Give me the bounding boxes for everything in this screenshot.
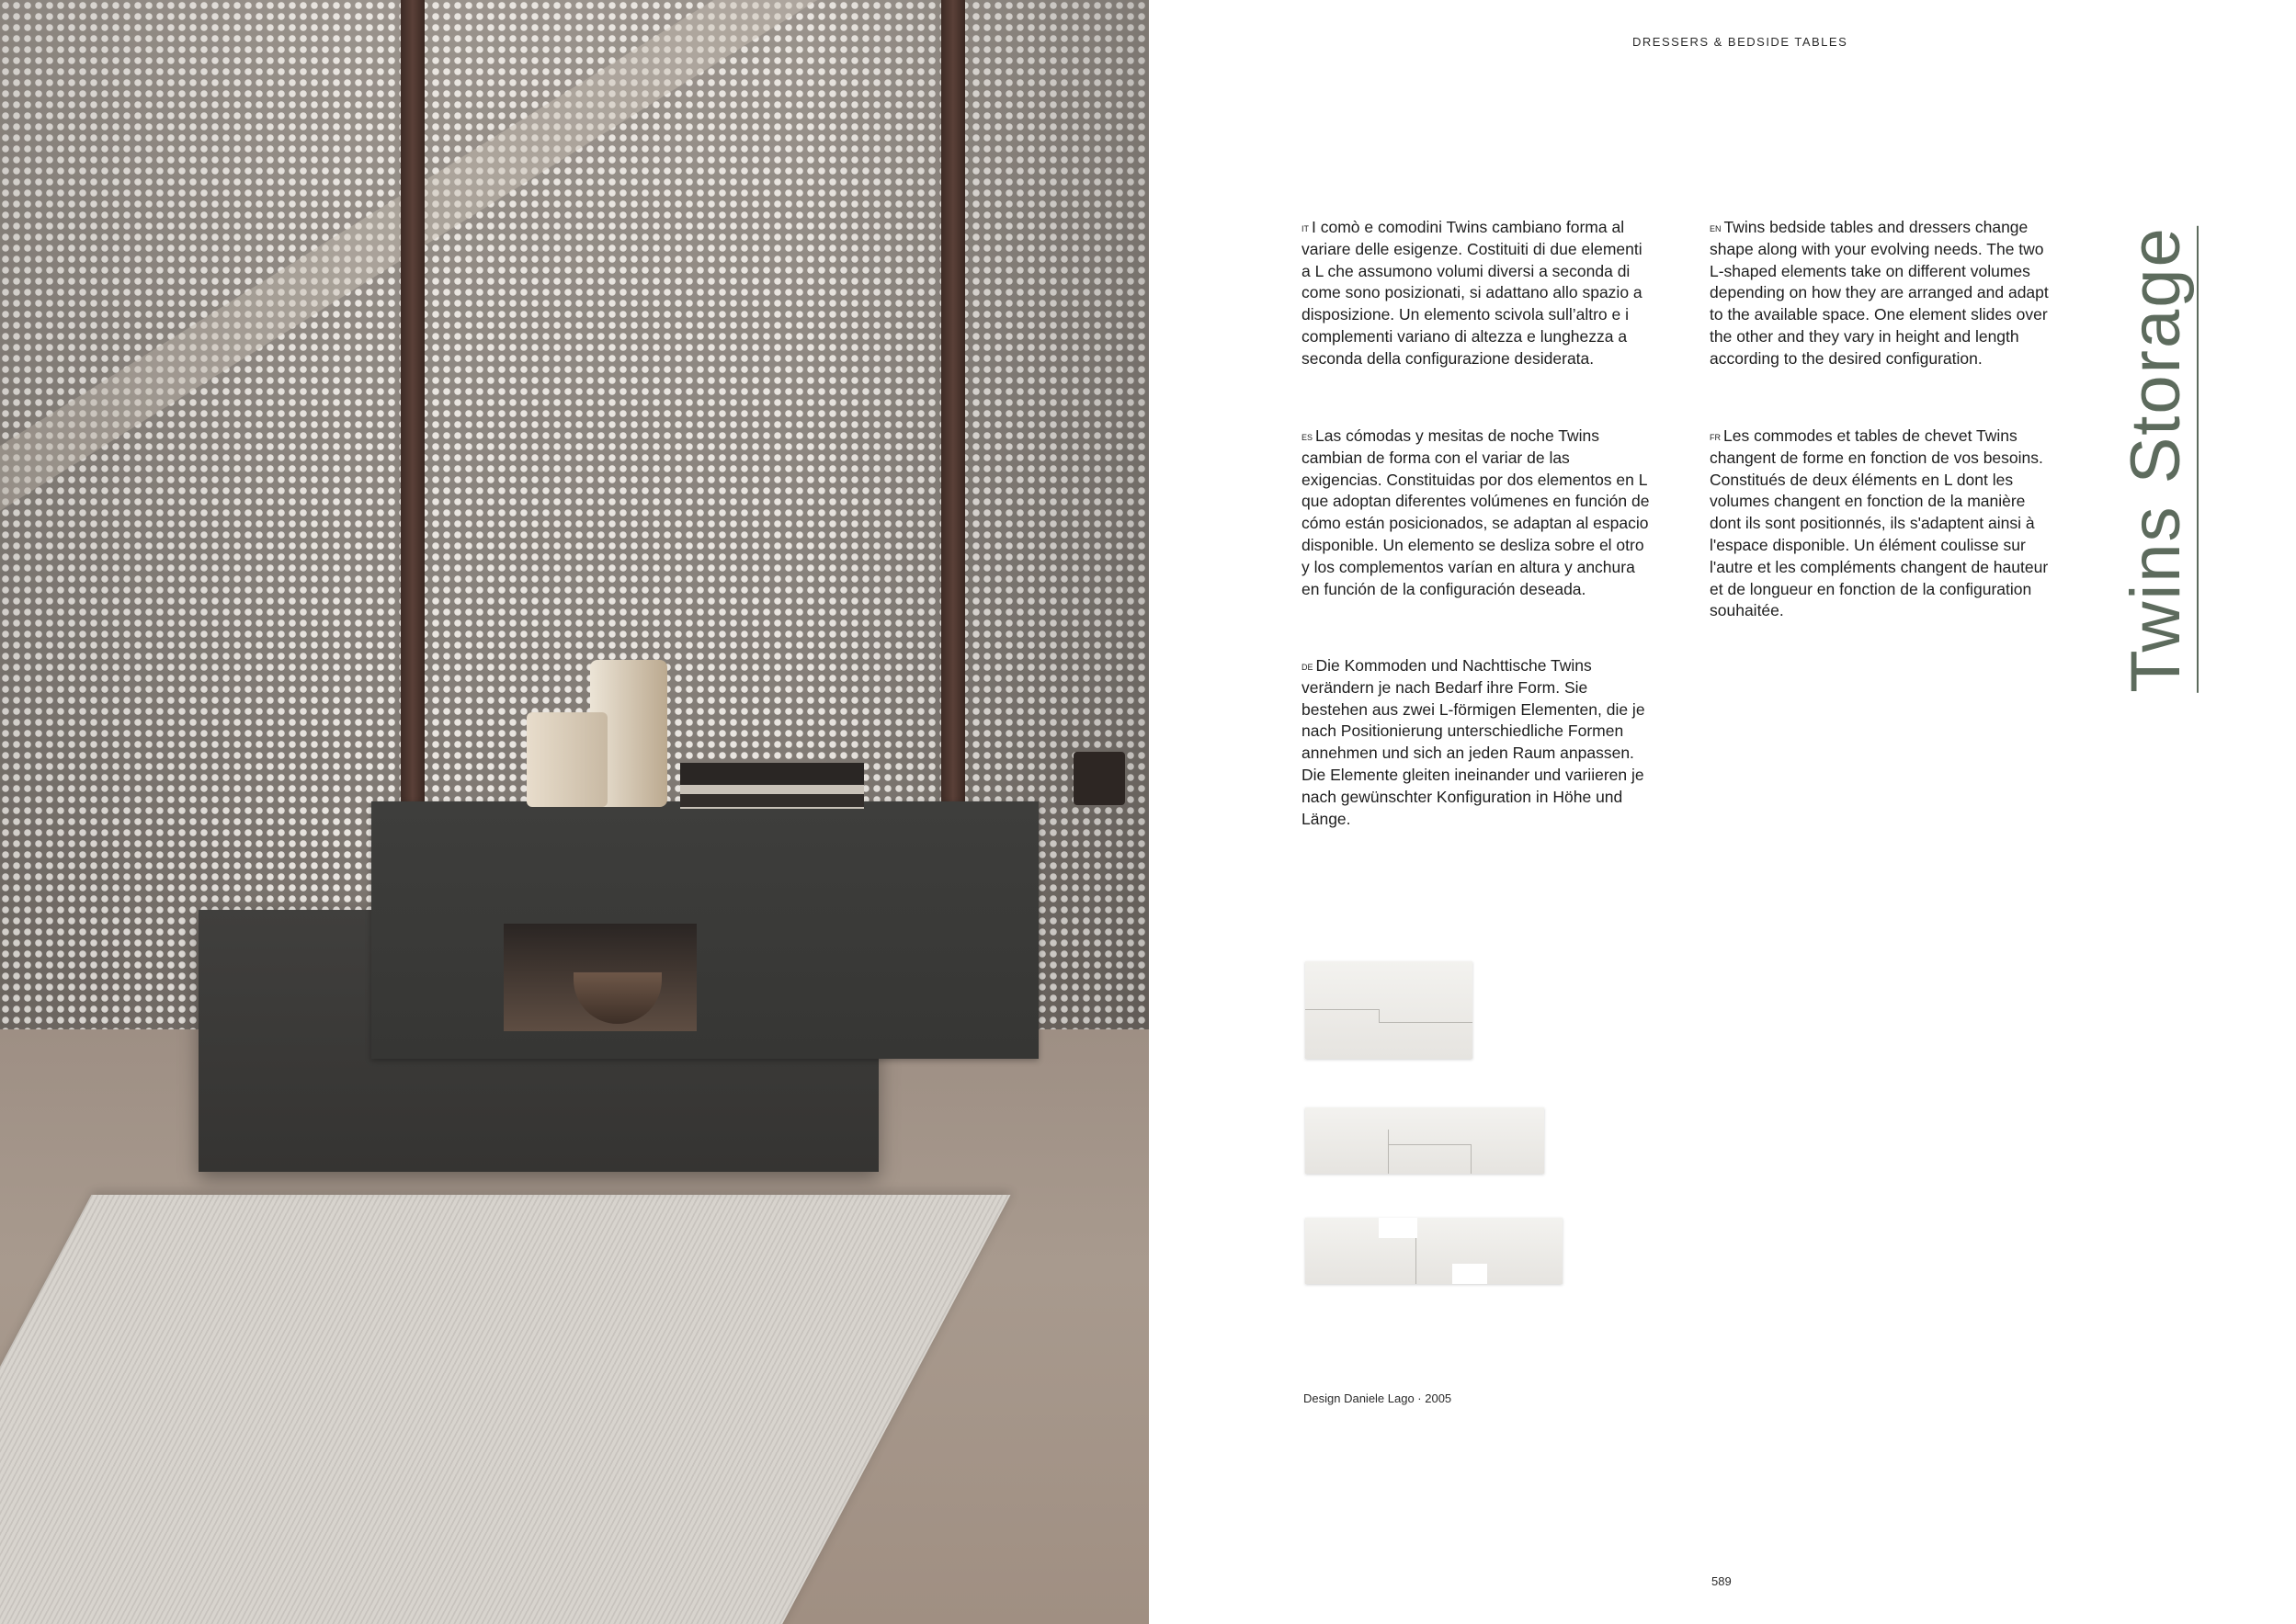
description-es (1301, 426, 1651, 600)
description-text: Las cómodas y mesitas de noche Twins cambian de forma con el variar de las exigencias. Constituidas por dos elementos en L que adoptan diferentes volúmenes en función de cómo están posicionados, se adaptan al espacio disponible. Un elemento se desliza sobre el otro y los complementos varían en altura y anchura en función de la configuración deseada. (1301, 426, 1650, 598)
description-text: Les commodes et tables de chevet Twins changent de forme en fonction de vos besoins. Constitués de deux éléments en L dont les volumes changent en fonction de la manière dont ils sont positionnés, ils s'adaptent ainsi à l'espace disponible. Un élément coulisse sur l'autre et les compléments changent de hauteur et de longueur en fonction de la configuration souhaitée. (1710, 426, 2049, 620)
lang-tag: ES (1301, 433, 1313, 442)
description-de (1301, 655, 1651, 830)
lang-tag: EN (1710, 224, 1722, 233)
configuration-thumbnail (1305, 1218, 1563, 1284)
description-text: I comò e comodini Twins cambiano forma al variare delle esigenze. Costituiti di due elementi a L che assumono volumi diversi a seconda di come sono posizionati, si adattano allo spazio a disposizione. Un elemento scivola sull’altro e i complementi variano di altezza e lunghezza a seconda della configurazione desiderata. (1301, 218, 1642, 368)
description-text: Twins bedside tables and dressers change shape along with your evolving needs. The two L-shaped elements take on different volumes depending on how they are arranged and adapt to the available space. One element slides over the other and they vary in height and length according to the desired configuration. (1710, 218, 2049, 368)
product-title: Twins Storage (2121, 226, 2199, 693)
description-en (1710, 217, 2059, 370)
design-credit: Design Daniele Lago · 2005 (1303, 1391, 1452, 1405)
dresser-upper-element (371, 801, 1039, 1059)
page-number: 589 (1711, 1574, 1732, 1588)
decorative-vase (527, 712, 608, 807)
lang-tag: FR (1710, 433, 1721, 442)
configuration-thumbnail (1305, 961, 1472, 1059)
lang-tag: IT (1301, 224, 1309, 233)
description-it (1301, 217, 1651, 370)
configuration-thumbnail (1305, 1107, 1544, 1174)
description-text: Die Kommoden und Nachttische Twins verändern je nach Bedarf ihre Form. Sie bestehen aus zwei L-förmigen Elementen, die je nach Positionierung unterschiedliche Formen annehmen und sich an jeden Raum anpassen. Die Elemente gleiten ineinander und variieren je nach gewünschter Konfiguration in Höhe und Länge. (1301, 656, 1645, 828)
section-title: DRESSERS & BEDSIDE TABLES (1632, 35, 1848, 49)
lang-tag: DE (1301, 663, 1313, 672)
product-title-wrap (2114, 221, 2206, 698)
planter (1074, 752, 1125, 805)
book (680, 794, 864, 807)
description-fr (1710, 426, 2059, 622)
book (680, 763, 864, 785)
